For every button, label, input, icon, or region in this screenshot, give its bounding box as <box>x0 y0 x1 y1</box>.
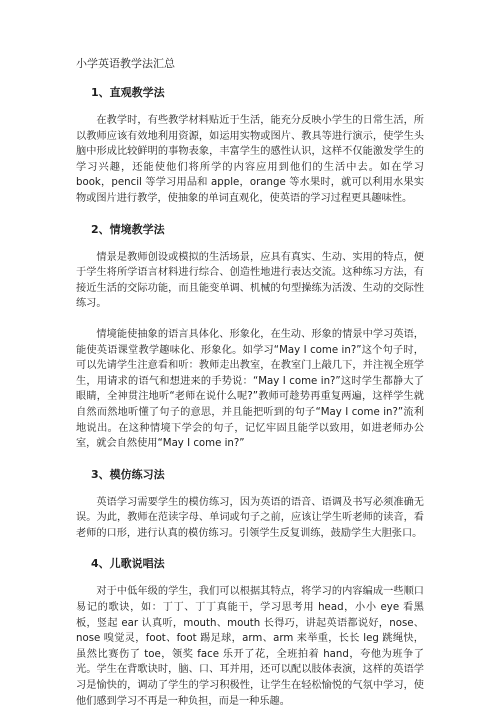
section-heading: 2、情境教学法 <box>91 222 165 236</box>
paragraph: 在教学时，有些教学材料贴近于生活，能充分反映小学生的日常生活，所以教师应该有效地利用资源，如运用实物或图片、教具等进行演示，使学生头脑中形成比较鲜明的事物表象，丰富学生的感性认识，这样不仅能激发学生的学习兴趣，还能使他们将所学的内容应用到他们的生活中去。如在学习 book，pencil 等学习用品和 apple，orange 等水果时，就可以利用水果实物或图片进行教学，使抽象的单词直观化，使英语的学习过程更具趣味性。 <box>76 115 424 204</box>
section-2 <box>76 222 424 452</box>
paragraph: 英语学习需要学生的模仿练习，因为英语的语音、语调及书写必须准确无误。为此，教师在范读字母、单词或句子之前，应该让学生听老师的读音，看老师的口形，进行认真的模仿练习。引领学生反复训练，鼓励学生大胆张口。 <box>76 496 424 539</box>
section-4 <box>76 556 424 709</box>
paragraph: 情景是教师创设或模拟的生活场景，应具有真实、生动、实用的特点，便于学生将所学语言材料进行综合、创造性地进行表达交流。这种练习方法，有接近生活的交际功能，而且能变单调、机械的句型操练为活泼、生动的交际性练习。 <box>76 251 424 310</box>
section-3 <box>76 467 424 542</box>
paragraph: 对于中低年级的学生，我们可以根据其特点，将学习的内容编成一些顺口易记的歌诀，如：丁丁、丁丁真能干，学习思考用 head，小小 eye 看黑板，竖起 ear 认真听，mouth、mouth 长得巧，讲起英语都说好，nose、nose 嗅觉灵，foot、foot 踢足球，arm、arm 来举重，长长 leg 跳绳快，虽然比赛伤了 toe，领奖 face 乐开了花，全班拍着 hand，夸他为班争了光。学生在背歌诀时，脑、口、耳并用，还可以配以肢体表演，这样的英语学习是愉快的，调动了学生的学习积极性，让学生在轻松愉悦的气氛中学习，使他们感到学习不再是一种负担，而是一种乐趣。 <box>76 586 424 707</box>
section-heading: 1、直观教学法 <box>91 86 165 99</box>
document-title: 小学英语教学法汇总 <box>76 57 175 70</box>
section-heading: 3、模仿练习法 <box>91 467 165 481</box>
section-1 <box>76 85 424 207</box>
section-heading: 4、儿歌说唱法 <box>91 557 165 571</box>
paragraph: 情境能使抽象的语言具体化、形象化，在生动、形象的情景中学习英语，能使英语课堂教学趣味化、形象化。如学习“May I come in?”这个句子时，可以先请学生注意看和听：教师走出教室，在教室门上敲几下，并注视全班学生，用请求的语气和想进来的手势说：“May I come in?”这时学生都静大了眼睛，全神贯注地听“老师在说什么呢?”教师可趁势再重复两遍，这样学生就自然而然地听懂了句子的意思，并且能把听到的句子“May I come in?”流利地说出。在这种情境下学会的句子，记忆牢固且能学以致用，如进老师办公室，就会自然使用“May I come in?” <box>76 328 424 450</box>
document-page <box>76 56 424 724</box>
